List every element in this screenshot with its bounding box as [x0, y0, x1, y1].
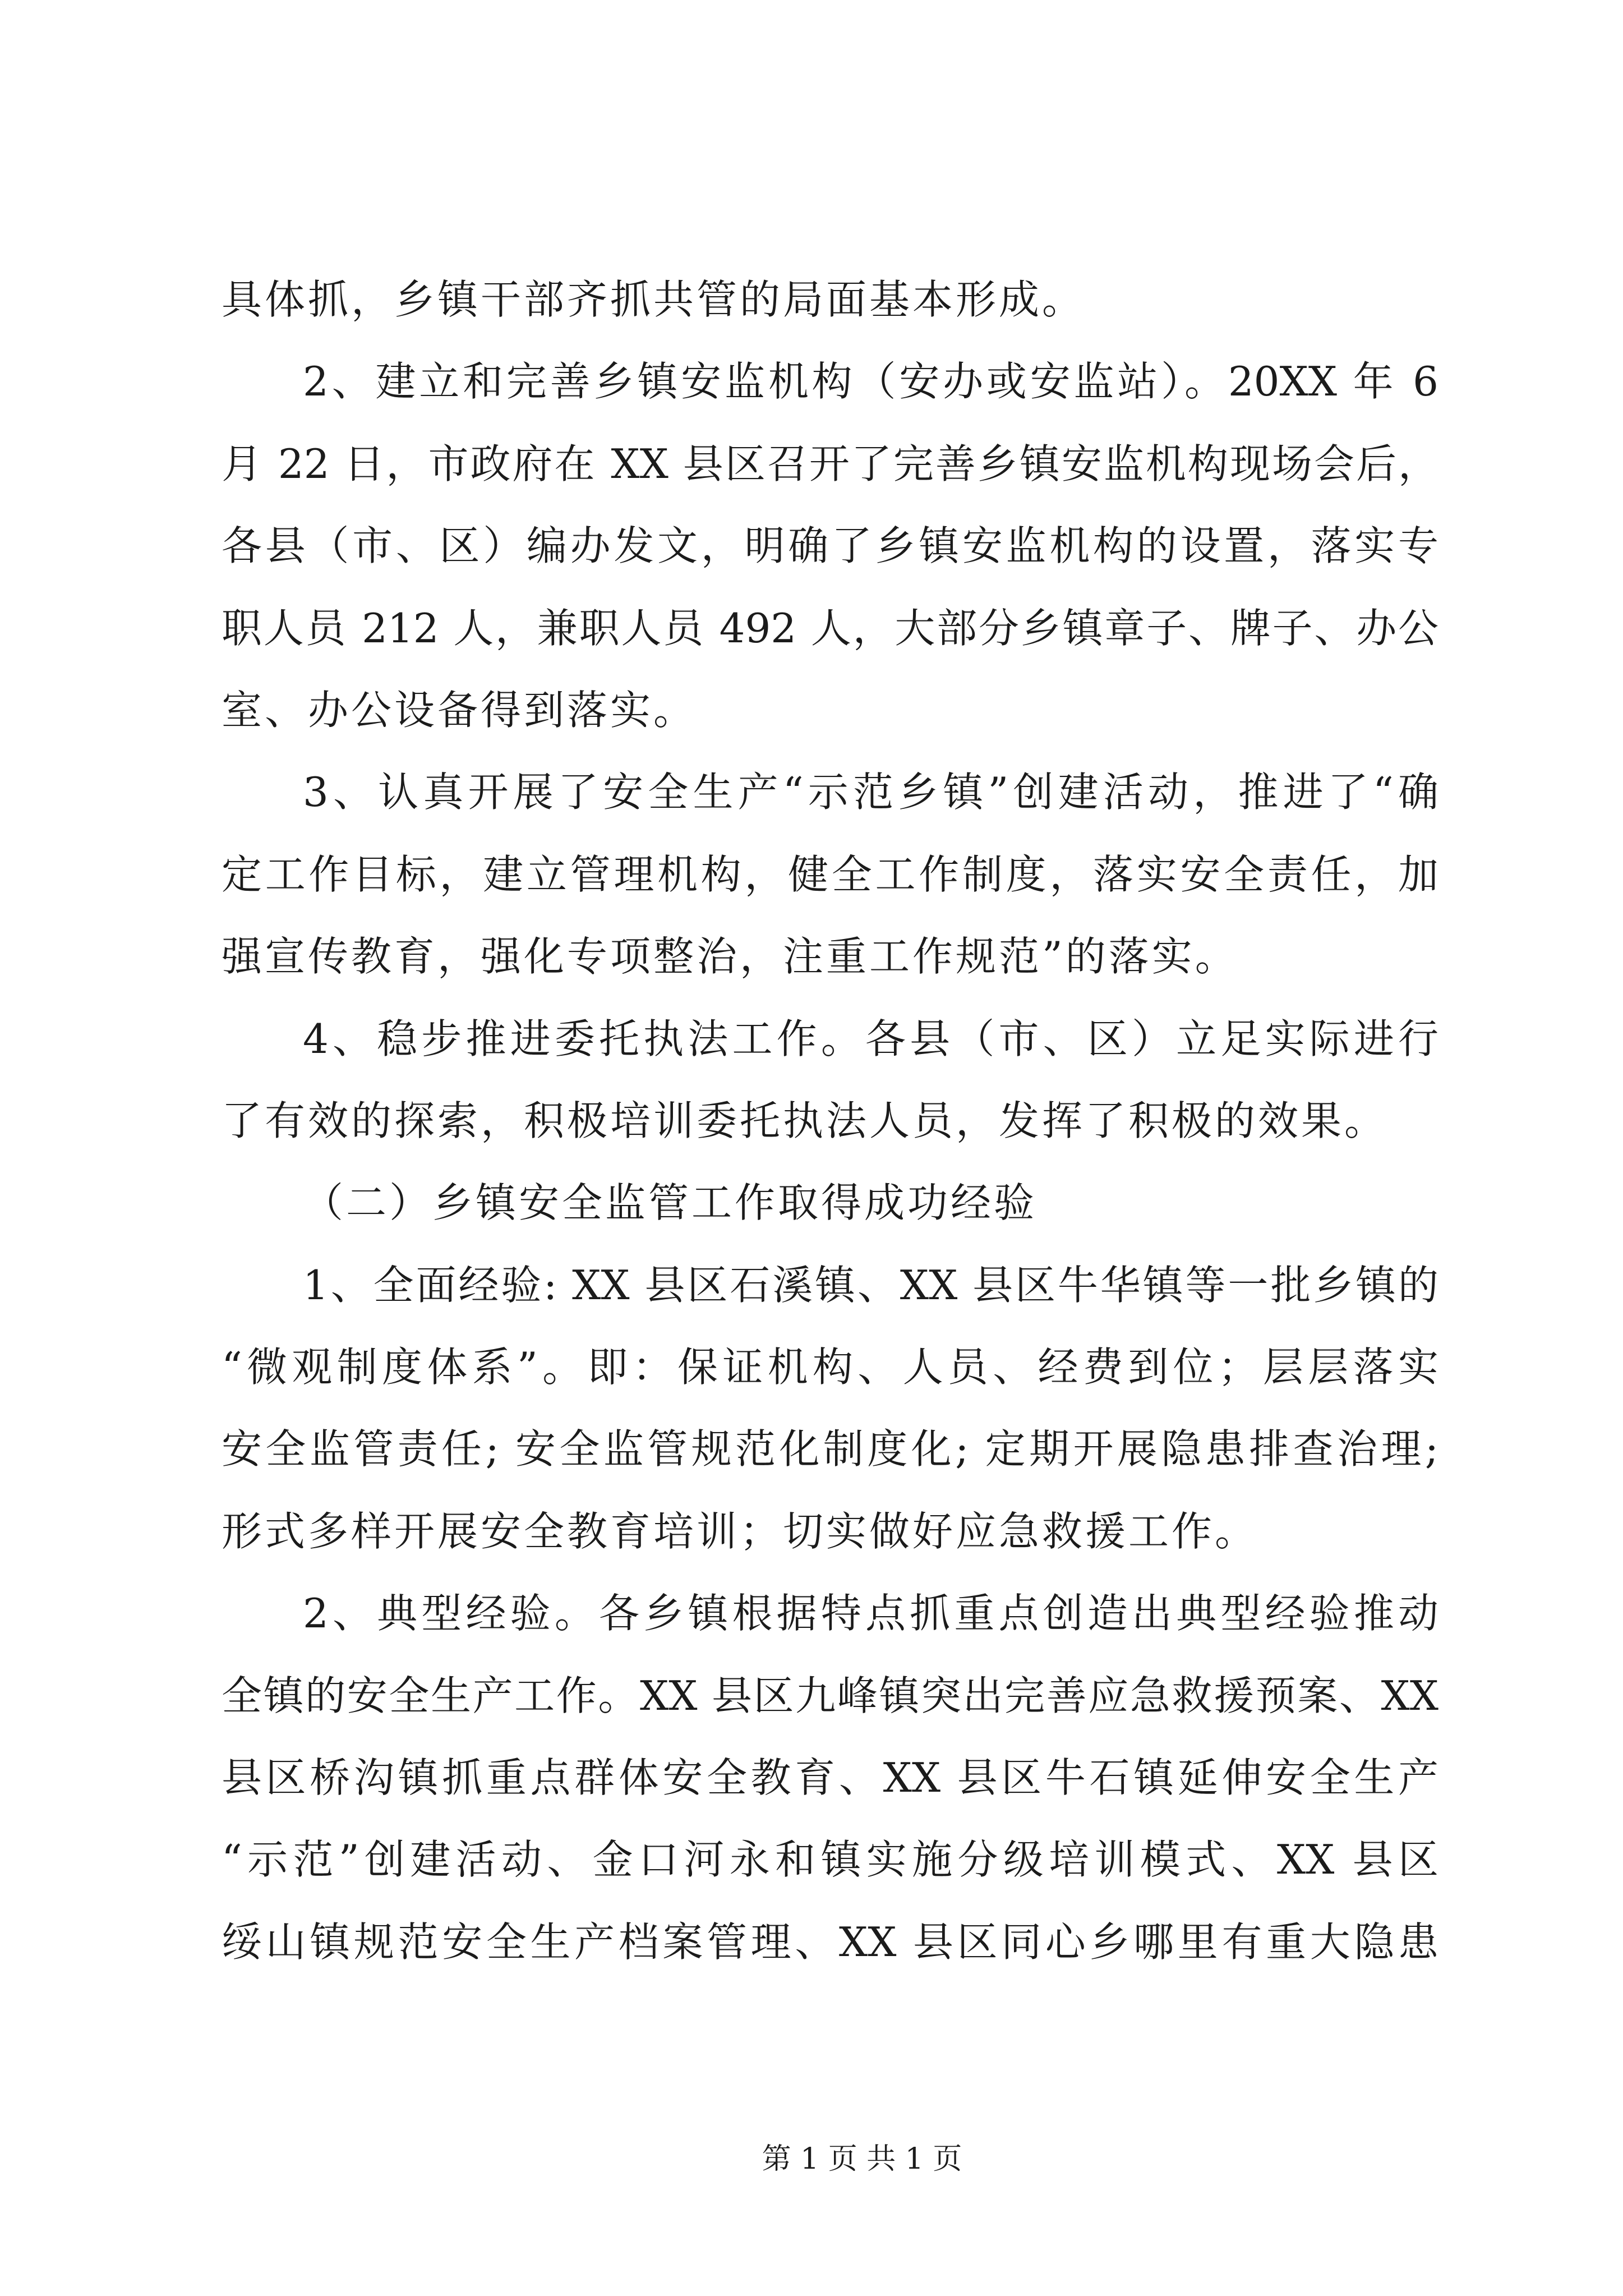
body-line: 县区桥沟镇抓重点群体安全教育、XX 县区牛石镇延伸安全生产: [222, 1754, 1438, 1802]
paragraph-item-3-demonstration-towns: [222, 751, 1438, 997]
paragraph-comprehensive-experience: [222, 1244, 1438, 1573]
body-line: 月 22 日，市政府在 XX 县区召开了完善乡镇安监机构现场会后，: [222, 440, 1438, 487]
body-line: “示范”创建活动、金口河永和镇实施分级培训模式、XX 县区: [222, 1836, 1438, 1884]
document-body: [222, 259, 1438, 1983]
body-line: 形式多样开展安全教育培训；切实做好应急救援工作。: [222, 1507, 1258, 1555]
body-line: 1、全面经验: XX 县区石溪镇、XX 县区牛华镇等一批乡镇的: [303, 1261, 1438, 1309]
paragraph-item-4-entrusted-enforcement: [222, 998, 1438, 1162]
body-line: 强宣传教育，强化专项整治，注重工作规范”的落实。: [222, 933, 1238, 981]
body-line: 室、办公设备得到落实。: [222, 686, 697, 734]
body-line: 全镇的安全生产工作。XX 县区九峰镇突出完善应急救援预案、XX: [222, 1672, 1438, 1719]
body-line: 安全监管责任; 安全监管规范化制度化; 定期开展隐患排查治理;: [222, 1425, 1438, 1473]
section-heading-text: （二）乡镇安全监管工作取得成功经验: [303, 1179, 1038, 1227]
page-footer: 第 1 页 共 1 页: [762, 2142, 962, 2176]
body-line: 绥山镇规范安全生产档案管理、XX 县区同心乡哪里有重大隐患: [222, 1918, 1438, 1966]
body-line: 4、稳步推进委托执法工作。各县（市、区）立足实际进行: [303, 1015, 1438, 1062]
body-line: “微观制度体系”。即：保证机构、人员、经费到位；层层落实: [222, 1343, 1438, 1391]
paragraph-continuation: [222, 259, 1438, 341]
body-line: 了有效的探索，积极培训委托执法人员，发挥了积极的效果。: [222, 1097, 1388, 1144]
body-line: 2、典型经验。各乡镇根据特点抓重点创造出典型经验推动: [303, 1590, 1438, 1637]
body-line: 3、认真开展了安全生产“示范乡镇”创建活动，推进了“确: [303, 769, 1438, 816]
paragraph-typical-experience: [222, 1572, 1438, 1983]
paragraph-item-2-safety-agencies: [222, 341, 1438, 751]
body-line: 职人员 212 人，兼职人员 492 人，大部分乡镇章子、牌子、办公: [222, 604, 1438, 652]
body-line: 2、建立和完善乡镇安监机构（安办或安监站）。20XX 年 6: [303, 358, 1438, 406]
body-line: 定工作目标，建立管理机构，健全工作制度，落实安全责任，加: [222, 850, 1438, 898]
body-line: 具体抓，乡镇干部齐抓共管的局面基本形成。: [222, 276, 1086, 323]
section-heading: [222, 1162, 1438, 1244]
body-line: 各县（市、区）编办发文，明确了乡镇安监机构的设置，落实专: [222, 522, 1438, 570]
